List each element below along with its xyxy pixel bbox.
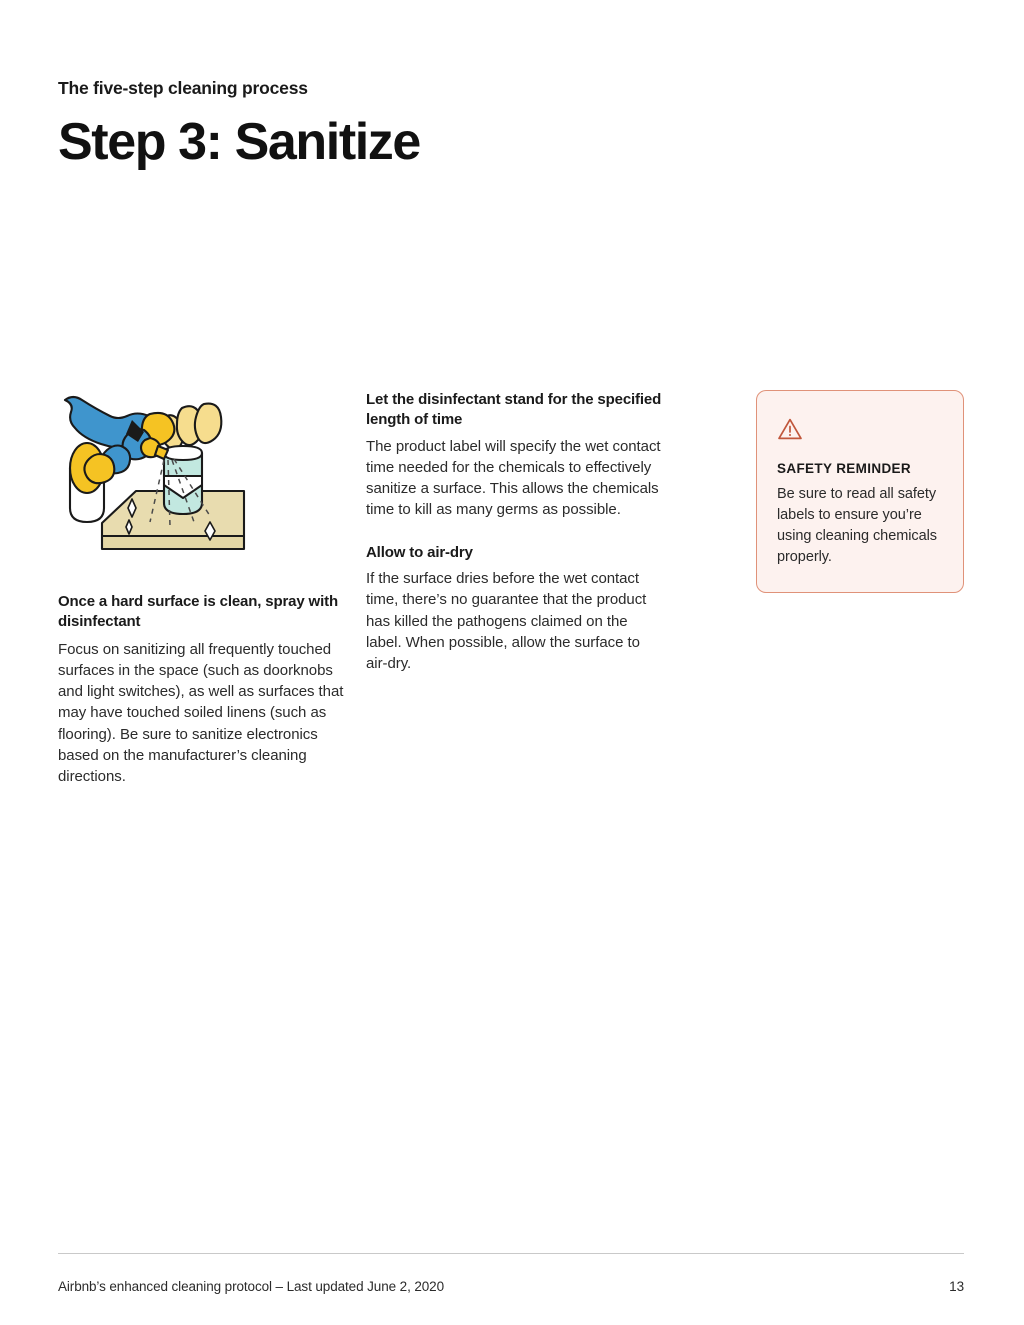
block-title: Allow to air-dry — [366, 543, 473, 561]
column-left — [58, 390, 350, 788]
footer-divider — [58, 1253, 964, 1254]
block-body: If the surface dries before the wet contact time, there’s no guarantee that the product has killed the pathogens claimed on the label. When possible, allow the surface to air-dry. — [366, 569, 647, 673]
page-footer — [58, 1279, 964, 1294]
text-block-allow-to-air-dry — [366, 543, 662, 675]
content-columns — [58, 390, 964, 810]
callout-body: Be sure to read all safety labels to ensure you’re using cleaning chemicals properly. — [777, 486, 937, 566]
column-right — [756, 390, 964, 593]
page-title: Step 3: Sanitize — [58, 113, 420, 171]
callout-label: SAFETY REMINDER — [777, 461, 912, 476]
block-body: The product label will specify the wet contact time needed for the chemicals to effectively sanitize a surface. This allows the chemicals time to kill as many germs as possible. — [366, 437, 661, 519]
page-number: 13 — [949, 1279, 964, 1294]
footer-text: Airbnb’s enhanced cleaning protocol – Last updated June 2, 2020 — [58, 1279, 444, 1294]
column-middle — [366, 390, 662, 674]
block-title: Once a hard surface is clean, spray with disinfectant — [58, 593, 338, 631]
counter-front-band — [102, 536, 244, 549]
block-body: Focus on sanitizing all frequently touched surfaces in the space (such as doorknobs and light switches), as well as surfaces that may have touched soiled linens (such as flooring). Be sure to sanitize electronics based on the manufacturer’s cleaning directions. — [58, 640, 344, 786]
page-header — [58, 78, 958, 171]
safety-reminder-callout — [756, 390, 964, 593]
block-title: Let the disinfectant stand for the specified length of time — [366, 391, 662, 429]
spray-disinfectant-on-counter-illustration — [58, 390, 326, 570]
warning-triangle-icon — [777, 417, 803, 441]
text-block-spray-disinfectant — [58, 592, 350, 788]
text-block-disinfectant-stand-time — [366, 390, 662, 521]
section-eyebrow: The five-step cleaning process — [58, 78, 308, 98]
